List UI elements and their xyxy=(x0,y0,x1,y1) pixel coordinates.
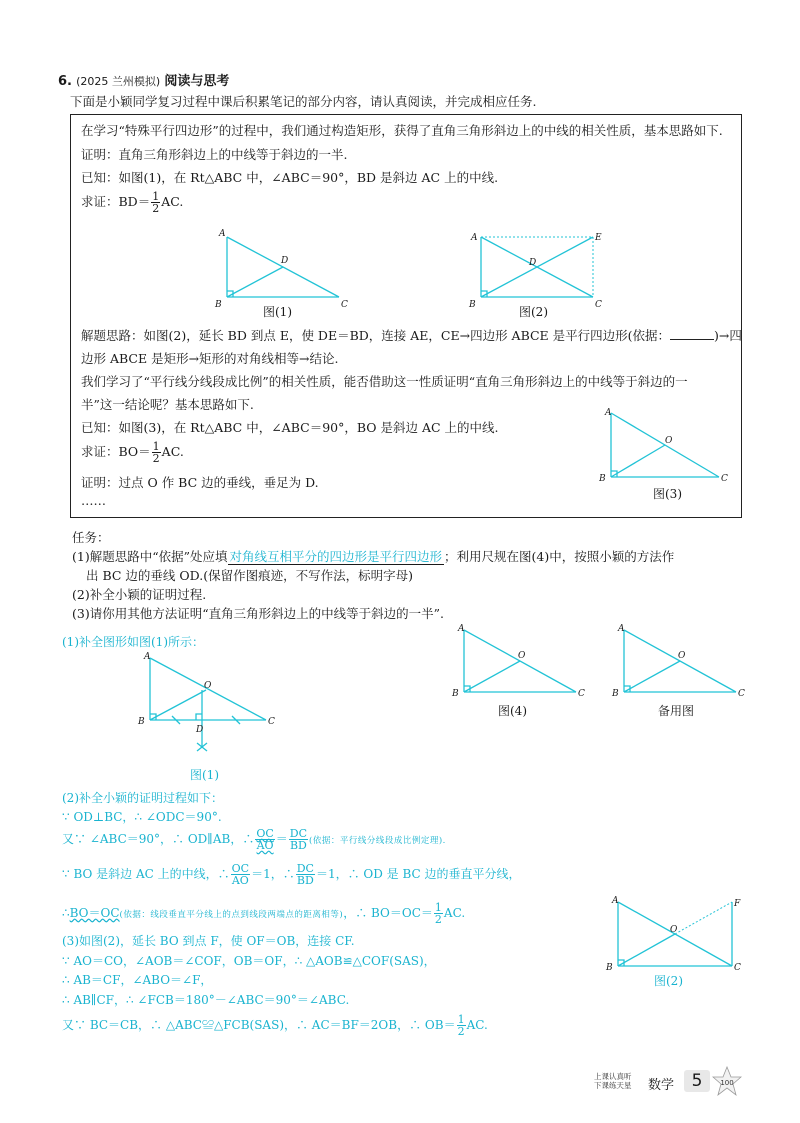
prove2-label: 求证：BO＝ xyxy=(81,444,151,459)
box-figure-3 xyxy=(599,407,729,487)
task-1-line2: 出 BC 边的垂线 OD.(保留作图痕迹，不写作法，标明字母) xyxy=(86,568,413,583)
box-idea-1 xyxy=(81,326,742,344)
task-2: (2)补全小颖的证明过程. xyxy=(72,587,207,602)
footer-subject: 数学 xyxy=(648,1078,675,1093)
svg-text:C: C xyxy=(268,717,275,727)
svg-text:C: C xyxy=(578,689,585,699)
prove-label: 求证：BD＝ xyxy=(81,194,151,209)
star-logo-icon xyxy=(712,1066,742,1098)
svg-text:D: D xyxy=(196,725,204,735)
svg-text:O: O xyxy=(670,925,678,935)
svg-text:A: A xyxy=(219,229,226,239)
svg-text:C: C xyxy=(734,963,741,973)
svg-text:B: B xyxy=(469,300,476,307)
answer-3-line2: ∴ AB＝CF，∠ABO＝∠F， xyxy=(62,973,213,987)
fig1-median-bd xyxy=(227,267,283,297)
svg-text:B: B xyxy=(452,689,459,699)
box-idea-2: 边形 ABCE 是矩形→矩形的对角线相等→结论. xyxy=(81,351,339,366)
half-fraction-2: $\frac{1}{2}$ xyxy=(152,440,160,465)
svg-text:A: A xyxy=(458,624,465,634)
idea1-prefix: 解题思路：如图(2)，延长 BD 到点 E，使 DE＝BD，连接 AE，CE→四边形 ABCE 是平行四边形(依据： xyxy=(81,328,671,343)
box-given-2: 已知：如图(3)，在 Rt△ABC 中，∠ABC＝90°，BO 是斜边 AC 上的中线. xyxy=(81,420,499,435)
basis-blank xyxy=(670,327,714,340)
answer-2-line4: ∴BO＝OC(依据：线段垂直平分线上的点到线段两端点的距离相等)，∴ BO＝OC＝ $\frac{1}{2}$ AC. xyxy=(62,901,466,926)
svg-text:C: C xyxy=(738,689,745,699)
svg-text:E: E xyxy=(595,233,602,243)
box-fig1-caption: 图(1) xyxy=(263,305,292,319)
question-number: 6. xyxy=(58,74,72,89)
task1-suffix: ；利用尺规在图(4)中，按照小颖的方法作 xyxy=(444,549,675,564)
question-intro: 下面是小颖同学复习过程中课后积累笔记的部分内容，请认真阅读，并完成相应任务. xyxy=(70,94,537,109)
answer-figure-2 xyxy=(604,896,754,976)
svg-text:D: D xyxy=(281,256,289,266)
box-ellipsis: …… xyxy=(81,493,106,508)
svg-text:O: O xyxy=(518,651,526,661)
svg-text:B: B xyxy=(215,300,222,307)
idea1-suffix: )→四 xyxy=(714,328,742,343)
backup-figure xyxy=(610,622,750,702)
box-line-3: 已知：如图(1)，在 Rt△ABC 中，∠ABC＝90°，BD 是斜边 AC 上的中线. xyxy=(81,170,499,185)
svg-text:C: C xyxy=(595,300,602,307)
box-fig3-caption: 图(3) xyxy=(653,487,682,501)
svg-text:O: O xyxy=(678,651,686,661)
task-1 xyxy=(72,547,674,565)
prove-suffix: AC. xyxy=(161,194,184,209)
page-number: 5 xyxy=(684,1070,710,1092)
box-figure-2 xyxy=(467,227,617,307)
answer-fig2-caption: 图(2) xyxy=(654,974,683,988)
task-3: (3)请你用其他方法证明“直角三角形斜边上的中线等于斜边的一半”. xyxy=(72,606,444,621)
svg-text:O: O xyxy=(665,436,673,446)
answer-1: (1)补全图形如图(1)所示： xyxy=(62,635,204,649)
answer-fig1-caption: 图(1) xyxy=(190,768,219,782)
task1-answer: 对角线互相平分的四边形是平行四边形 xyxy=(229,549,443,564)
svg-text:B: B xyxy=(606,963,613,973)
svg-text:C: C xyxy=(721,474,728,484)
box-prove-2 xyxy=(81,441,184,464)
answer-2-line2: 又∵ ∠ABC＝90°，∴ OD∥AB，∴ $\frac{OC}{AO}$ ＝ $\frac{DC}{BD}$ (依据：平行线分线段成比例定理). xyxy=(62,827,446,852)
box-line-2: 证明：直角三角形斜边上的中线等于斜边的一半. xyxy=(81,147,348,162)
svg-text:A: A xyxy=(605,408,612,418)
svg-text:D: D xyxy=(529,258,537,268)
svg-text:B: B xyxy=(138,717,145,727)
svg-text:100: 100 xyxy=(720,1079,734,1087)
box-idea-3: 我们学习了“平行线分线段成比例”的相关性质，能否借助这一性质证明“直角三角形斜边上的中线等于斜边的一 xyxy=(81,374,688,389)
backup-figure-caption: 备用图 xyxy=(658,704,695,718)
figure-4-caption: 图(4) xyxy=(498,704,527,718)
footer-slogan: 上课认真听 下课练天星 xyxy=(594,1072,632,1090)
answer-3-line1: ∵ AO＝CO，∠AOB＝∠COF，OB＝OF，∴ △AOB≌△COF(SAS)， xyxy=(62,954,436,968)
box-line-1: 在学习“特殊平行四边形”的过程中，我们通过构造矩形，获得了直角三角形斜边上的中线的相关性质，基本思路如下. xyxy=(81,123,723,138)
answer-3-line4: 又∵ BC＝CB，∴ △ABC≌△FCB(SAS)，∴ AC＝BF＝2OB，∴ OB＝ $\frac{1}{2}$ AC. xyxy=(62,1013,488,1038)
svg-text:A: A xyxy=(612,896,619,906)
answer-figure-1 xyxy=(134,650,284,760)
answer-2-line1: ∵ OD⊥BC，∴ ∠ODC＝90°. xyxy=(62,810,222,824)
svg-text:A: A xyxy=(618,624,625,634)
prove2-suffix: AC. xyxy=(161,444,184,459)
question-header xyxy=(58,70,229,89)
box-fig2-caption: 图(2) xyxy=(519,305,548,319)
task1-prefix: (1)解题思路中“依据”处应填 xyxy=(72,549,228,564)
svg-text:F: F xyxy=(734,899,741,909)
svg-text:C: C xyxy=(341,300,348,307)
svg-text:A: A xyxy=(144,652,151,662)
answer-3-line3: ∴ AB∥CF，∴ ∠FCB＝180°－∠ABC＝90°＝∠ABC. xyxy=(62,993,350,1007)
box-figure-1 xyxy=(213,227,353,307)
box-idea-4: 半”这一结论呢？基本思路如下. xyxy=(81,397,254,412)
page-footer xyxy=(560,1066,760,1102)
question-title: 阅读与思考 xyxy=(164,74,230,89)
box-line-4 xyxy=(81,191,183,214)
svg-text:B: B xyxy=(612,689,619,699)
answer-2-head: (2)补全小颖的证明过程如下： xyxy=(62,791,223,805)
svg-text:B: B xyxy=(599,474,606,484)
half-fraction: $\frac{1}{2}$ xyxy=(152,190,160,215)
box-proof-start: 证明：过点 O 作 BC 边的垂线，垂足为 D. xyxy=(81,475,319,490)
svg-text:O: O xyxy=(204,681,212,691)
reading-box xyxy=(70,114,742,518)
answer-3-head: (3)如图(2)，延长 BO 到点 F，使 OF＝OB，连接 CF. xyxy=(62,934,355,948)
svg-text:A: A xyxy=(471,233,478,243)
tasks-heading: 任务： xyxy=(72,530,110,545)
answer-2-line3: ∵ BO 是斜边 AC 上的中线，∴ $\frac{OC}{AO}$ ＝1，∴ $\frac{DC}{BD}$ ＝1，∴ OD 是 BC 边的垂直平分线， xyxy=(62,862,521,887)
figure-4 xyxy=(450,622,590,702)
question-source: (2025 兰州模拟) xyxy=(76,75,161,88)
